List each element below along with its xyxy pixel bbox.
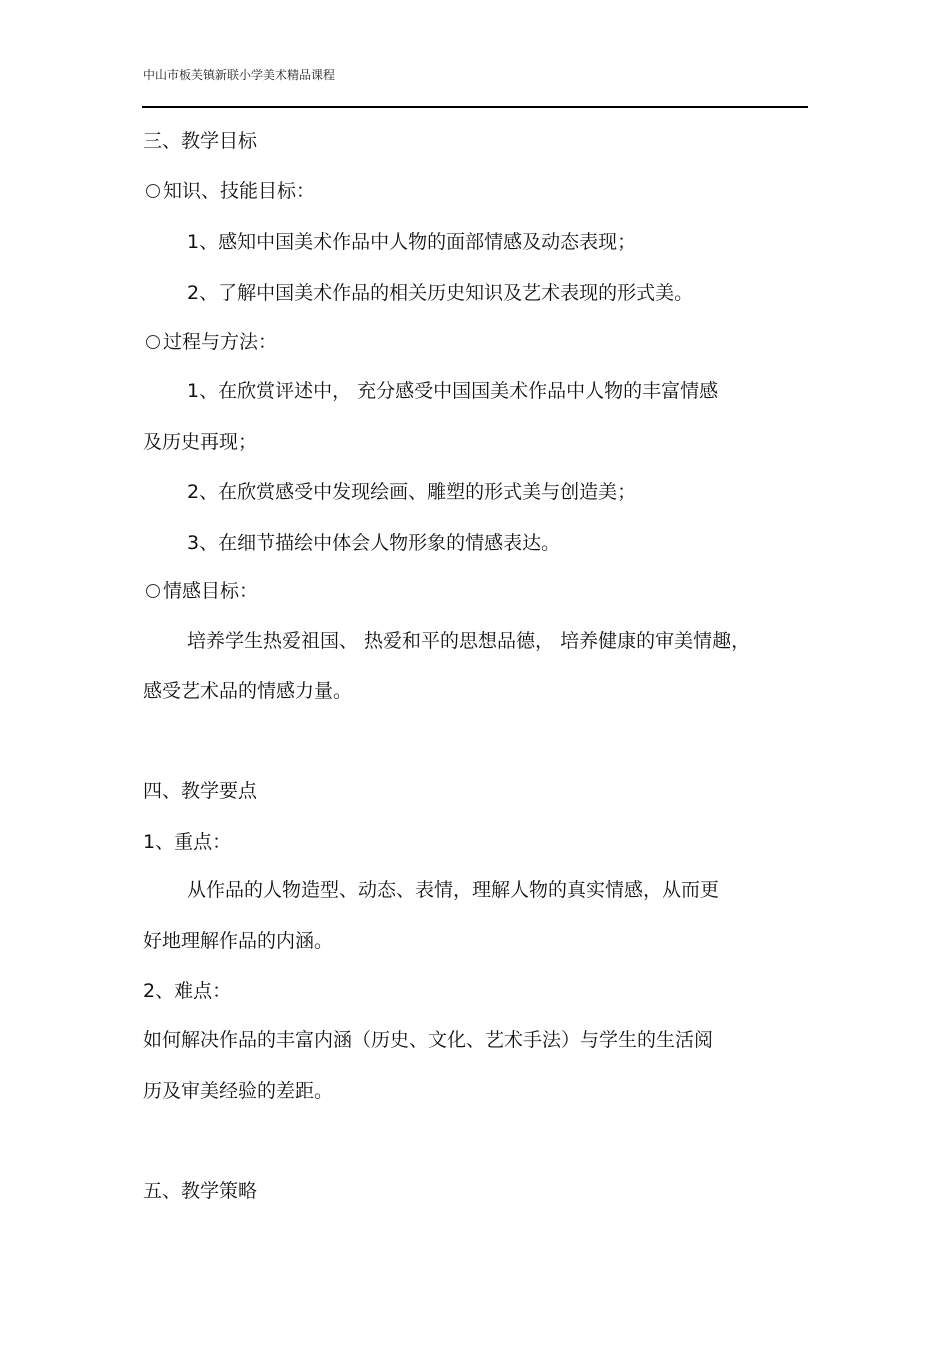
knowledge-goal-row xyxy=(143,178,315,204)
process-goal-item-1-line-1: 1、在欣赏评述中， 充分感受中国国美术作品中人物的丰富情感 xyxy=(187,380,719,402)
emotion-goal-line-2: 感受艺术品的情感力量。 xyxy=(143,680,353,702)
header-divider xyxy=(142,106,808,108)
section-5-heading: 五、教学策略 xyxy=(143,1180,258,1202)
process-goal-item-3: 3、在细节描绘中体会人物形象的情感表达。 xyxy=(187,532,561,554)
key-point-label: 1、重点： xyxy=(143,831,232,853)
difficulty-label: 2、难点： xyxy=(143,980,232,1002)
knowledge-goal-item-2: 2、了解中国美术作品的相关历史知识及艺术表现的形式美。 xyxy=(187,282,694,304)
key-point-line-2: 好地理解作品的内涵。 xyxy=(143,930,334,952)
hollow-circle-bullet-icon xyxy=(146,335,160,349)
page-header-title: 中山市板芙镇新联小学美术精品课程 xyxy=(143,68,336,82)
difficulty-line-2: 历及审美经验的差距。 xyxy=(143,1080,334,1102)
process-goal-row xyxy=(143,329,277,355)
process-goal-label: 过程与方法： xyxy=(163,331,278,353)
key-point-line-1: 从作品的人物造型、动态、表情，理解人物的真实情感，从而更 xyxy=(187,879,720,901)
process-goal-item-2: 2、在欣赏感受中发现绘画、雕塑的形式美与创造美； xyxy=(187,481,637,503)
emotion-goal-label: 情感目标： xyxy=(163,580,259,602)
knowledge-goal-item-1: 1、感知中国美术作品中人物的面部情感及动态表现； xyxy=(187,231,637,253)
emotion-goal-line-1: 培养学生热爱祖国、 热爱和平的思想品德， 培养健康的审美情趣， xyxy=(187,630,751,652)
process-goal-item-1-line-2: 及历史再现； xyxy=(143,431,258,453)
hollow-circle-bullet-icon xyxy=(146,184,160,198)
difficulty-line-1: 如何解决作品的丰富内涵（历史、文化、艺术手法）与学生的生活阅 xyxy=(143,1029,714,1051)
emotion-goal-row xyxy=(143,578,258,604)
section-4-heading: 四、教学要点 xyxy=(143,780,258,802)
hollow-circle-bullet-icon xyxy=(146,584,160,598)
knowledge-goal-label: 知识、技能目标： xyxy=(163,180,316,202)
section-3-heading: 三、教学目标 xyxy=(143,130,258,152)
